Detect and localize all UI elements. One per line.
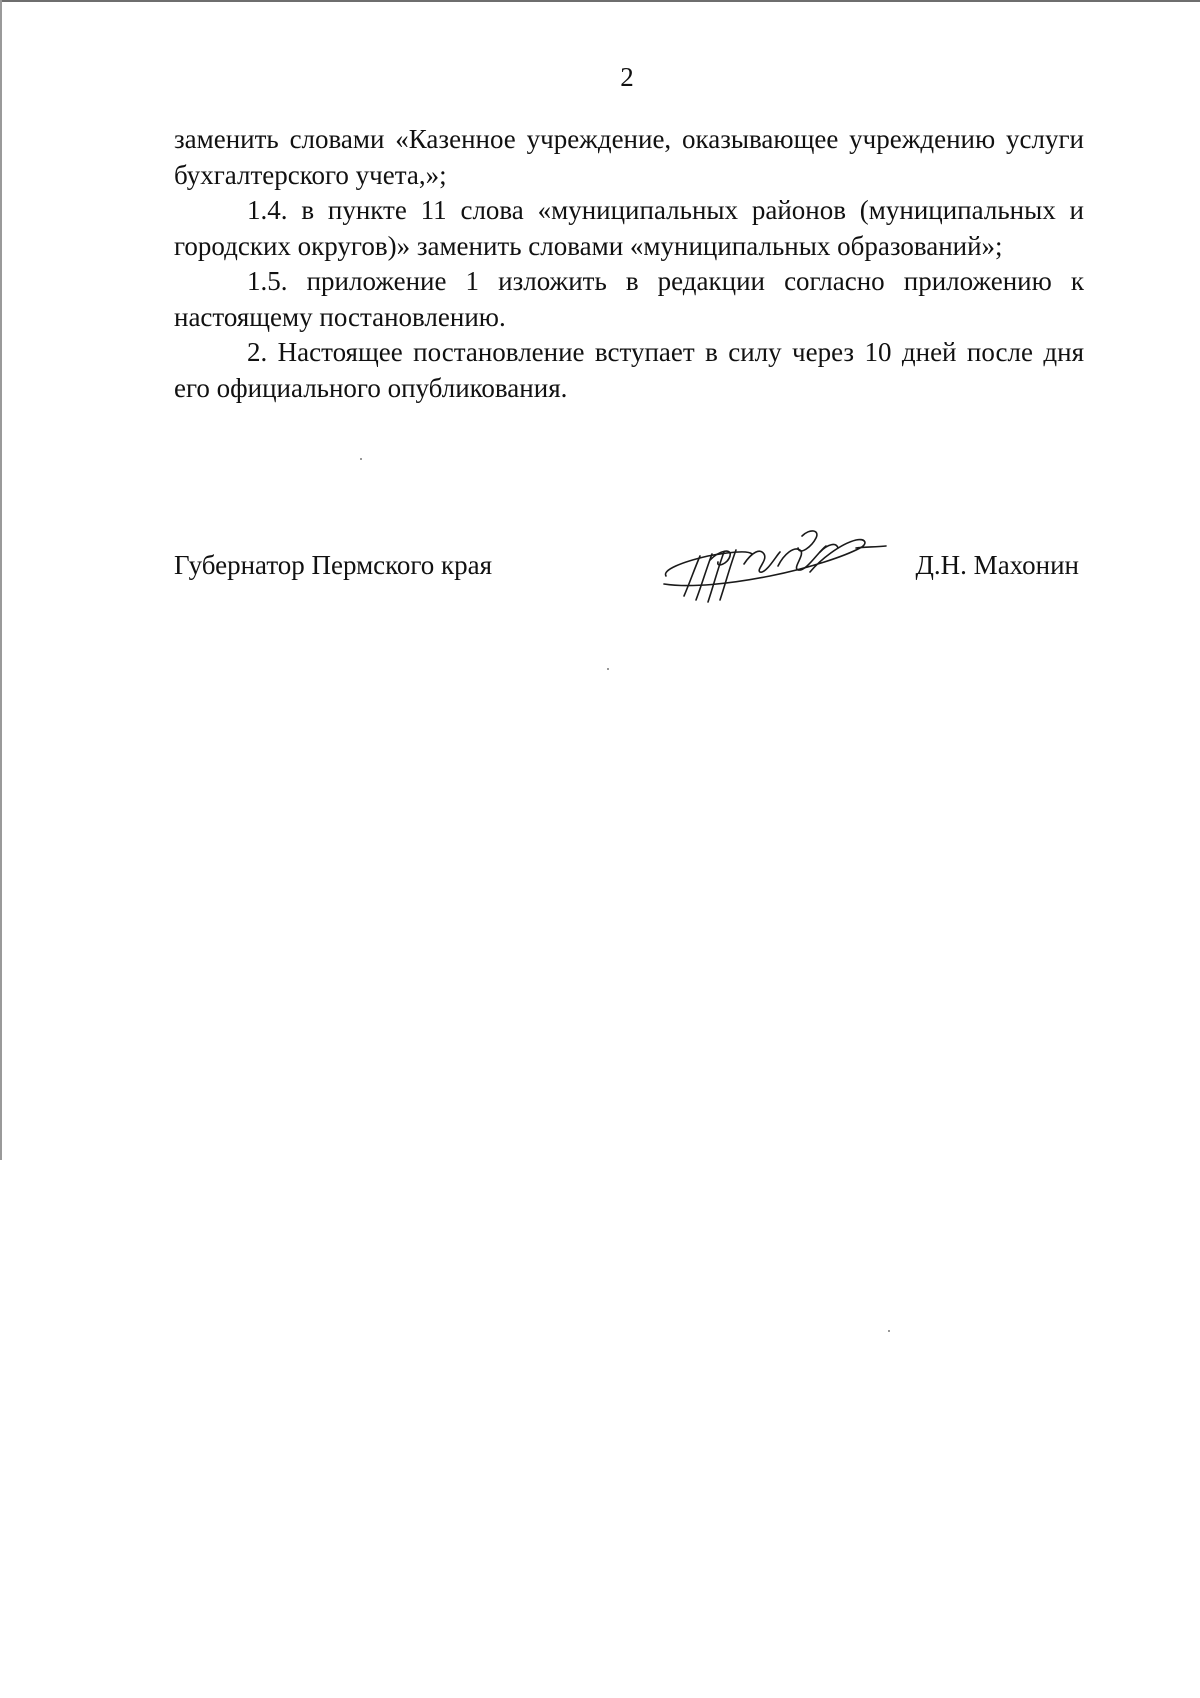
- scan-speck: [360, 458, 362, 460]
- signer-position: Губернатор Пермского края: [174, 550, 493, 580]
- handwritten-signature: [660, 526, 890, 606]
- paragraph-item-1-4: 1.4. в пункте 11 слова «муниципальных районов (муниципальных и городских округов)» заменить словами «муниципальных образований»;: [174, 195, 1084, 261]
- paragraph-item-2: 2. Настоящее постановление вступает в силу через 10 дней после дня его официального опубликования.: [174, 337, 1084, 403]
- page-number: 2: [620, 62, 634, 92]
- signer-name: Д.Н. Махонин: [915, 550, 1079, 580]
- scan-edge-top: [0, 0, 1200, 2]
- paragraph-item-1-5: 1.5. приложение 1 изложить в редакции согласно приложению к настоящему постановлению.: [174, 266, 1084, 332]
- scan-edge-left: [0, 0, 2, 1160]
- document-body: [174, 122, 1084, 406]
- signature-block: [174, 548, 1079, 608]
- scan-speck: [607, 668, 609, 670]
- paragraph-continuation: заменить словами «Казенное учреждение, оказывающее учреждению услуги бухгалтерского учета,»;: [174, 124, 1084, 190]
- scan-speck: [888, 1330, 890, 1332]
